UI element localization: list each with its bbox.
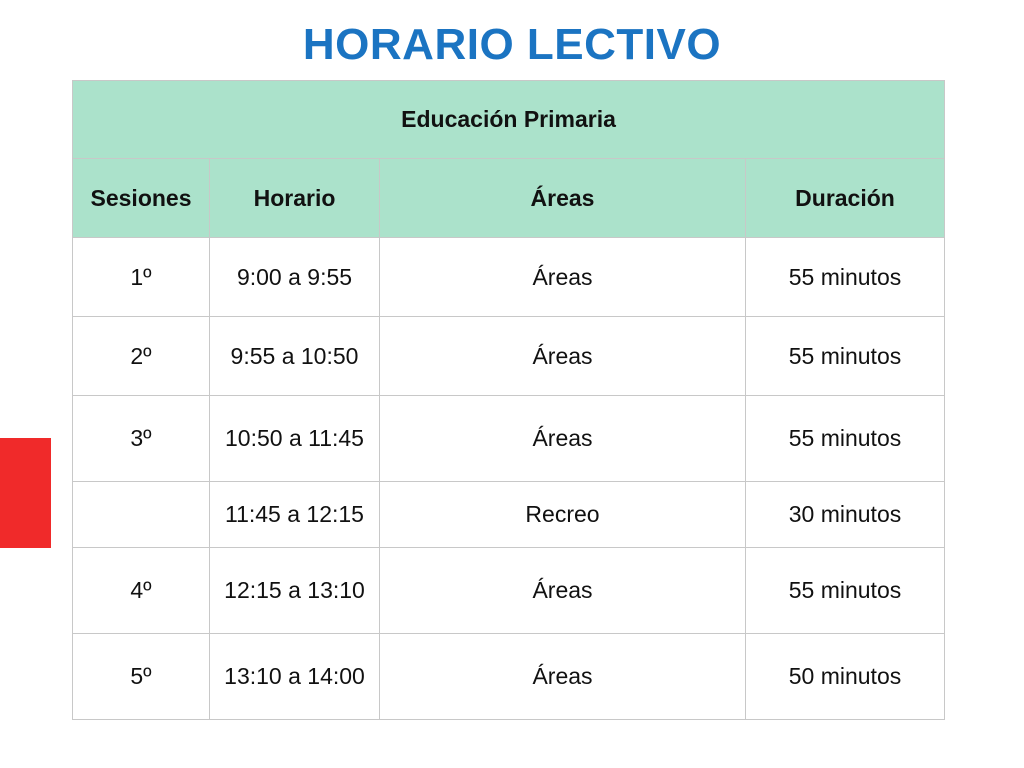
header-horario: Horario	[210, 159, 380, 238]
cell-session: 3º	[73, 396, 210, 482]
cell-session: 2º	[73, 317, 210, 396]
cell-time: 9:00 a 9:55	[210, 238, 380, 317]
cell-area: Áreas	[380, 317, 746, 396]
header-duracion: Duración	[746, 159, 945, 238]
cell-area: Áreas	[380, 634, 746, 720]
header-sesiones: Sesiones	[73, 159, 210, 238]
table-row	[73, 482, 945, 548]
table-row	[73, 634, 945, 720]
cell-duration: 55 minutos	[746, 396, 945, 482]
cell-session: 5º	[73, 634, 210, 720]
cell-time: 13:10 a 14:00	[210, 634, 380, 720]
cell-duration: 55 minutos	[746, 317, 945, 396]
table-caption: Educación Primaria	[73, 81, 945, 159]
table-caption-row	[73, 81, 945, 159]
table-row	[73, 396, 945, 482]
header-areas: Áreas	[380, 159, 746, 238]
cell-session	[73, 482, 210, 548]
cell-duration: 55 minutos	[746, 548, 945, 634]
cell-time: 12:15 a 13:10	[210, 548, 380, 634]
cell-area: Áreas	[380, 396, 746, 482]
cell-duration: 30 minutos	[746, 482, 945, 548]
page-title: HORARIO LECTIVO	[302, 20, 722, 69]
table-row	[73, 317, 945, 396]
cell-session: 4º	[73, 548, 210, 634]
cell-area: Áreas	[380, 238, 746, 317]
cell-session: 1º	[73, 238, 210, 317]
cell-duration: 55 minutos	[746, 238, 945, 317]
cell-area: Áreas	[380, 548, 746, 634]
accent-bar	[0, 438, 51, 548]
cell-time: 11:45 a 12:15	[210, 482, 380, 548]
schedule-table	[72, 80, 945, 720]
table-header-row	[73, 159, 945, 238]
cell-duration: 50 minutos	[746, 634, 945, 720]
table-row	[73, 238, 945, 317]
table-row	[73, 548, 945, 634]
cell-time: 9:55 a 10:50	[210, 317, 380, 396]
cell-time: 10:50 a 11:45	[210, 396, 380, 482]
cell-area: Recreo	[380, 482, 746, 548]
